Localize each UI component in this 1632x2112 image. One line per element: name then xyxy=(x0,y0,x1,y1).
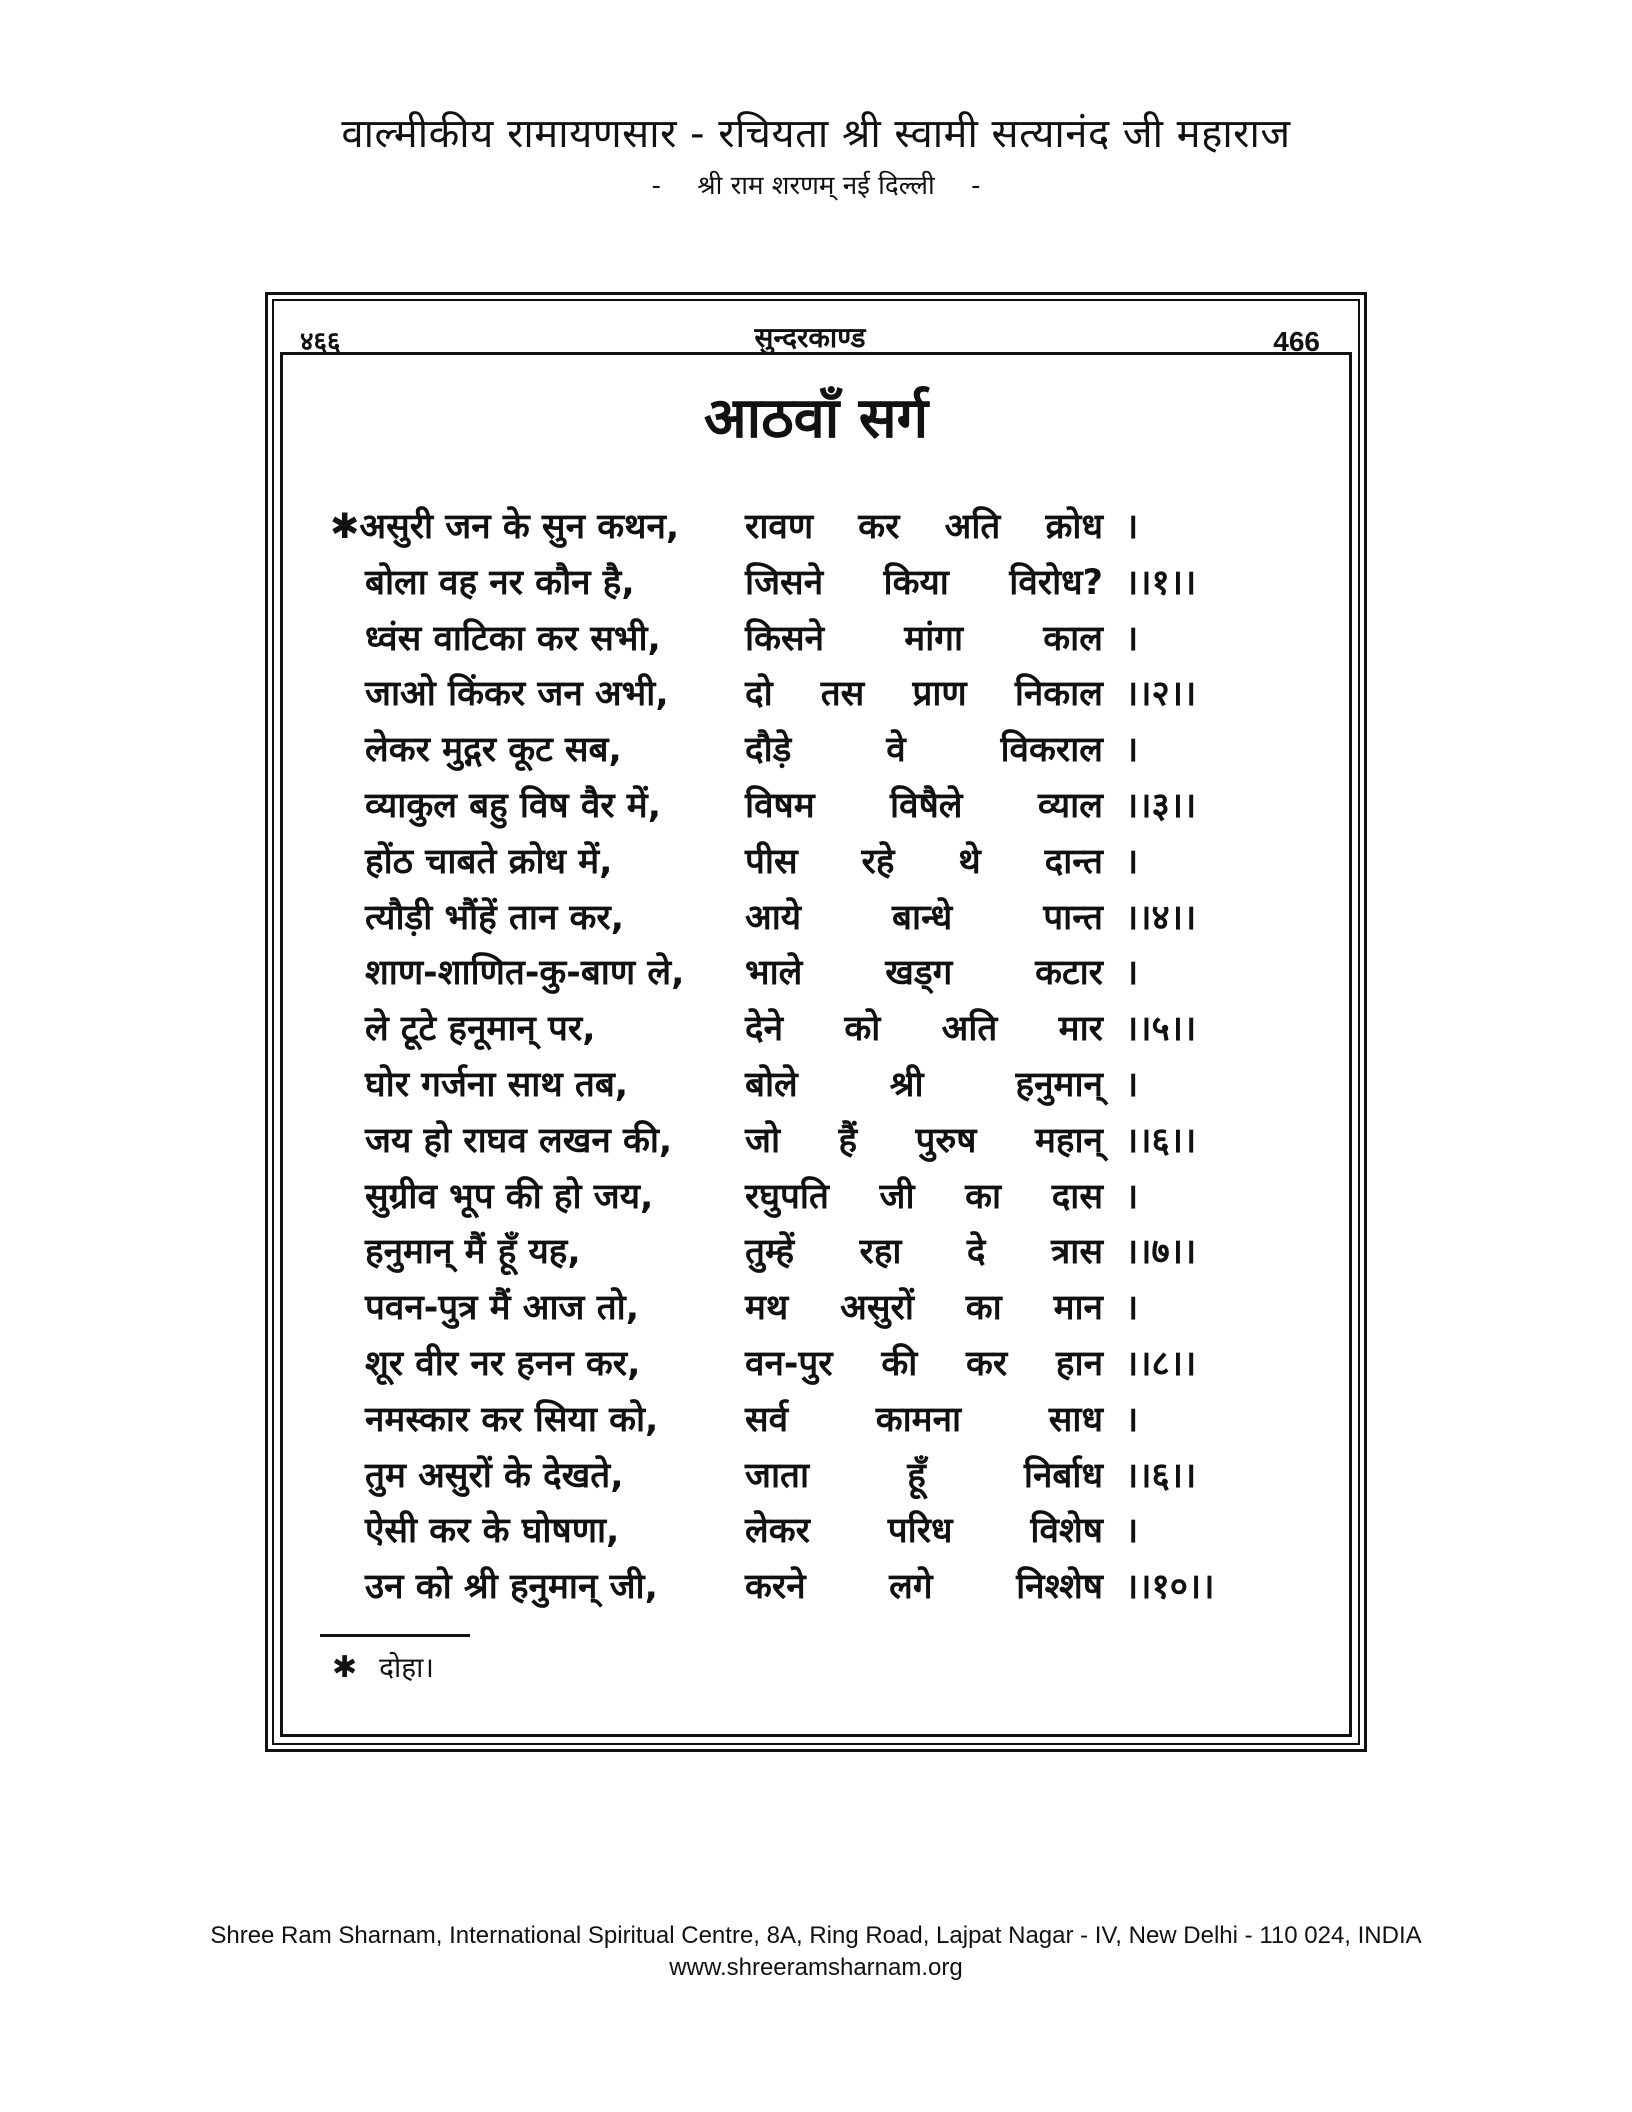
verse-line xyxy=(330,669,1270,725)
verse-second-half xyxy=(745,558,1103,605)
verse-word: कटार xyxy=(1035,953,1103,994)
verse-word: दौड़े xyxy=(745,730,792,771)
verse-second-half xyxy=(745,725,1103,772)
verse-line xyxy=(330,725,1270,781)
verse-first-half: ऐसी कर के घोषणा, xyxy=(365,1511,620,1552)
verse-first-half: शाण-शाणित-कु-बाण ले, xyxy=(365,953,685,994)
verse-first-half: पवन-पुत्र मैं आज तो, xyxy=(365,1288,640,1329)
verse-word: काल xyxy=(1043,618,1103,659)
verse-number: ।।७।। xyxy=(1125,1232,1197,1273)
verse-word: जिसने xyxy=(745,562,824,603)
verse-word: थे xyxy=(958,841,981,882)
verse-second-half xyxy=(745,948,1103,995)
verse-second-half xyxy=(745,1116,1103,1163)
verse-second-half xyxy=(745,1283,1103,1330)
verse-word: विकराल xyxy=(1000,730,1103,771)
verse-second-half xyxy=(745,669,1103,716)
verse-first-half: ✱असुरी जन के सुन कथन, xyxy=(330,507,680,547)
verse-first-half: ध्वंस वाटिका कर सभी, xyxy=(365,618,661,659)
page-number: 466 xyxy=(1273,326,1320,357)
verse-second-half xyxy=(745,1004,1103,1051)
verse-first-half: सुग्रीव भूप की हो जय, xyxy=(365,1176,654,1217)
verse-word: रावण xyxy=(745,507,814,547)
verse-number: । xyxy=(1125,1288,1139,1329)
verse-second-half xyxy=(745,1506,1103,1553)
footnote-divider xyxy=(320,1634,470,1637)
verse-number: । xyxy=(1125,953,1139,994)
verse-second-half xyxy=(745,614,1103,661)
verse-word: का xyxy=(965,1176,1002,1217)
verse-line xyxy=(330,1116,1270,1172)
verse-second-half xyxy=(745,1395,1103,1442)
verse-word: मथ xyxy=(745,1288,789,1329)
verse-word: पुरुष xyxy=(915,1120,977,1161)
verse-word: क्रोध xyxy=(1045,507,1103,547)
verse-word: कर xyxy=(858,507,900,547)
verse-word: दान्त xyxy=(1044,841,1103,882)
verse-word: पीस xyxy=(745,841,798,882)
verse-number: ।।६।। xyxy=(1125,1120,1197,1161)
verse-second-half xyxy=(745,1060,1103,1107)
verse-line xyxy=(330,1004,1270,1060)
verse-number: ।।२।। xyxy=(1125,674,1197,715)
verse-word: रघुपति xyxy=(745,1176,829,1217)
verse-first-half: नमस्कार कर सिया को, xyxy=(365,1399,659,1440)
verse-line xyxy=(330,1451,1270,1507)
verse-second-half xyxy=(745,1227,1103,1274)
page-number-devanagari: ४६६ xyxy=(300,327,341,357)
verse-number: ।।४।। xyxy=(1125,897,1197,938)
verse-word: हैं xyxy=(838,1120,858,1161)
verse-word: जी xyxy=(879,1176,915,1217)
verse-word: प्राण xyxy=(912,674,967,715)
verse-word: बान्धे xyxy=(892,897,953,938)
verse-number: ।।६।। xyxy=(1125,1455,1197,1496)
verse-word: दे xyxy=(966,1232,986,1273)
verse-word: जो xyxy=(745,1120,781,1161)
document-header-subtitle xyxy=(0,166,1632,202)
verse-word: हूँ xyxy=(907,1455,926,1496)
verse-word: तुम्हें xyxy=(745,1232,795,1273)
verse-first-half: लेकर मुद्गर कूट सब, xyxy=(365,730,622,771)
verse-line xyxy=(330,837,1270,893)
verse-word: किसने xyxy=(745,618,825,659)
verse-first-half: बोला वह नर कौन है, xyxy=(365,562,635,603)
verse-line xyxy=(330,1283,1270,1339)
verse-line xyxy=(330,948,1270,1004)
verse-word: कर xyxy=(966,1343,1008,1384)
verse-word: हान xyxy=(1055,1343,1103,1384)
verse-word: किया xyxy=(883,562,949,603)
verse-word: वन-पुर xyxy=(745,1343,833,1384)
verse-number: । xyxy=(1125,730,1139,771)
document-header-title: वाल्मीकीय रामायणसार - रचियता श्री स्वामी सत्यानंद जी महाराज xyxy=(341,111,1291,157)
verse-first-half: व्याकुल बहु विष वैर में, xyxy=(365,785,662,826)
verse-second-half xyxy=(745,837,1103,884)
verse-word: मान xyxy=(1053,1288,1103,1329)
verse-word: रहे xyxy=(861,841,895,882)
verse-number: ।।५।। xyxy=(1125,1009,1197,1050)
verse-list xyxy=(330,502,1270,1618)
verse-word: बोले xyxy=(745,1064,798,1105)
verse-second-half xyxy=(745,1451,1103,1498)
verse-first-half: तुम असुरों के देखते, xyxy=(365,1455,624,1496)
verse-word: तस xyxy=(820,674,865,715)
verse-number: । xyxy=(1125,1399,1139,1440)
verse-second-half xyxy=(745,893,1103,940)
verse-line xyxy=(330,558,1270,614)
verse-number: । xyxy=(1125,1064,1139,1105)
asterisk-icon: ✱ xyxy=(332,1650,358,1685)
footer-address: Shree Ram Sharnam, International Spiritual Centre, 8A, Ring Road, Lajpat Nagar - IV, New Delhi - 110 024, INDIA xyxy=(210,1922,1422,1949)
verse-word: अति xyxy=(944,507,1001,547)
verse-word: साध xyxy=(1048,1399,1103,1440)
verse-line xyxy=(330,502,1270,558)
verse-word: व्याल xyxy=(1037,785,1103,826)
verse-word: देने xyxy=(745,1009,784,1050)
verse-word: त्रास xyxy=(1050,1232,1103,1273)
verse-word: मांगा xyxy=(904,618,964,659)
verse-line xyxy=(330,1395,1270,1451)
verse-word: परिध xyxy=(887,1511,953,1552)
verse-word: का xyxy=(965,1288,1002,1329)
verse-first-half: घोर गर्जना साथ तब, xyxy=(365,1064,629,1105)
verse-line xyxy=(330,893,1270,949)
chapter-title: आठवाँ सर्ग xyxy=(703,386,929,451)
verse-second-half xyxy=(745,781,1103,828)
verse-line xyxy=(330,1172,1270,1228)
verse-word: निर्बाध xyxy=(1023,1455,1103,1496)
subtitle-text: श्री राम शरणम् नई दिल्ली xyxy=(697,171,935,201)
verse-word: विशेष xyxy=(1030,1511,1103,1552)
verse-line xyxy=(330,1227,1270,1283)
verse-number: ।।३।। xyxy=(1125,785,1197,826)
verse-word: को xyxy=(844,1009,881,1050)
footnote xyxy=(332,1648,434,1686)
verse-first-half: जय हो राघव लखन की, xyxy=(365,1120,673,1161)
verse-word: जाता xyxy=(745,1455,810,1496)
verse-first-half: हनुमान् मैं हूँ यह, xyxy=(365,1232,581,1273)
verse-word: करने xyxy=(745,1567,806,1608)
verse-word: विषम xyxy=(745,785,815,826)
verse-line xyxy=(330,1339,1270,1395)
verse-word: आये xyxy=(745,897,802,938)
verse-second-half xyxy=(745,1562,1103,1609)
verse-word: असुरों xyxy=(840,1288,914,1329)
verse-line xyxy=(330,1060,1270,1116)
verse-word: वे xyxy=(886,730,906,771)
verse-second-half xyxy=(745,1339,1103,1386)
footnote-text: दोहा। xyxy=(379,1651,434,1684)
verse-first-half: ले टूटे हनूमान् पर, xyxy=(365,1009,596,1050)
verse-first-half: होंठ चाबते क्रोध में, xyxy=(365,841,613,882)
verse-word: विषैले xyxy=(890,785,963,826)
subtitle-dash-left: - xyxy=(651,171,661,201)
verse-second-half xyxy=(745,1172,1103,1219)
verse-first-half: त्यौड़ी भौंहें तान कर, xyxy=(365,897,625,938)
verse-word: लगे xyxy=(889,1567,933,1608)
verse-word: महान् xyxy=(1034,1120,1103,1161)
verse-word: भाले xyxy=(745,953,803,994)
verse-number: ।।१।। xyxy=(1125,562,1197,603)
verse-word: दो xyxy=(745,674,773,715)
verse-word: पान्त xyxy=(1043,897,1103,938)
verse-line xyxy=(330,781,1270,837)
verse-word: अति xyxy=(941,1009,998,1050)
verse-second-half xyxy=(745,502,1103,549)
verse-word: कामना xyxy=(875,1399,962,1440)
verse-word: हनुमान् xyxy=(1015,1064,1103,1105)
verse-word: निश्शेष xyxy=(1016,1567,1103,1608)
footer-website[interactable]: www.shreeramsharnam.org xyxy=(669,1954,963,1981)
verse-number: । xyxy=(1125,618,1139,659)
verse-word: विरोध? xyxy=(1009,562,1103,603)
verse-word: खड्ग xyxy=(885,953,953,994)
verse-number: । xyxy=(1125,841,1139,882)
verse-word: की xyxy=(881,1343,918,1384)
verse-word: मार xyxy=(1058,1009,1103,1050)
verse-number: । xyxy=(1125,1511,1139,1552)
verse-word: दास xyxy=(1051,1176,1103,1217)
verse-number: ।।१०।। xyxy=(1125,1567,1215,1608)
verse-line xyxy=(330,1506,1270,1562)
verse-first-half: शूर वीर नर हनन कर, xyxy=(365,1343,641,1384)
verse-line xyxy=(330,1562,1270,1618)
verse-line xyxy=(330,614,1270,670)
verse-word: निकाल xyxy=(1014,674,1103,715)
section-title: सुन्दरकाण्ड xyxy=(754,321,866,354)
subtitle-dash-right: - xyxy=(971,171,981,201)
verse-word: रहा xyxy=(859,1232,902,1273)
verse-number: ।।८।। xyxy=(1125,1343,1197,1384)
verse-first-half: उन को श्री हनुमान् जी, xyxy=(365,1567,658,1608)
verse-word: श्री xyxy=(889,1064,924,1105)
verse-word: लेकर xyxy=(745,1511,810,1552)
verse-number: । xyxy=(1125,1176,1139,1217)
verse-number: । xyxy=(1125,507,1139,547)
verse-word: सर्व xyxy=(745,1399,789,1440)
verse-first-half: जाओ किंकर जन अभी, xyxy=(365,674,669,715)
